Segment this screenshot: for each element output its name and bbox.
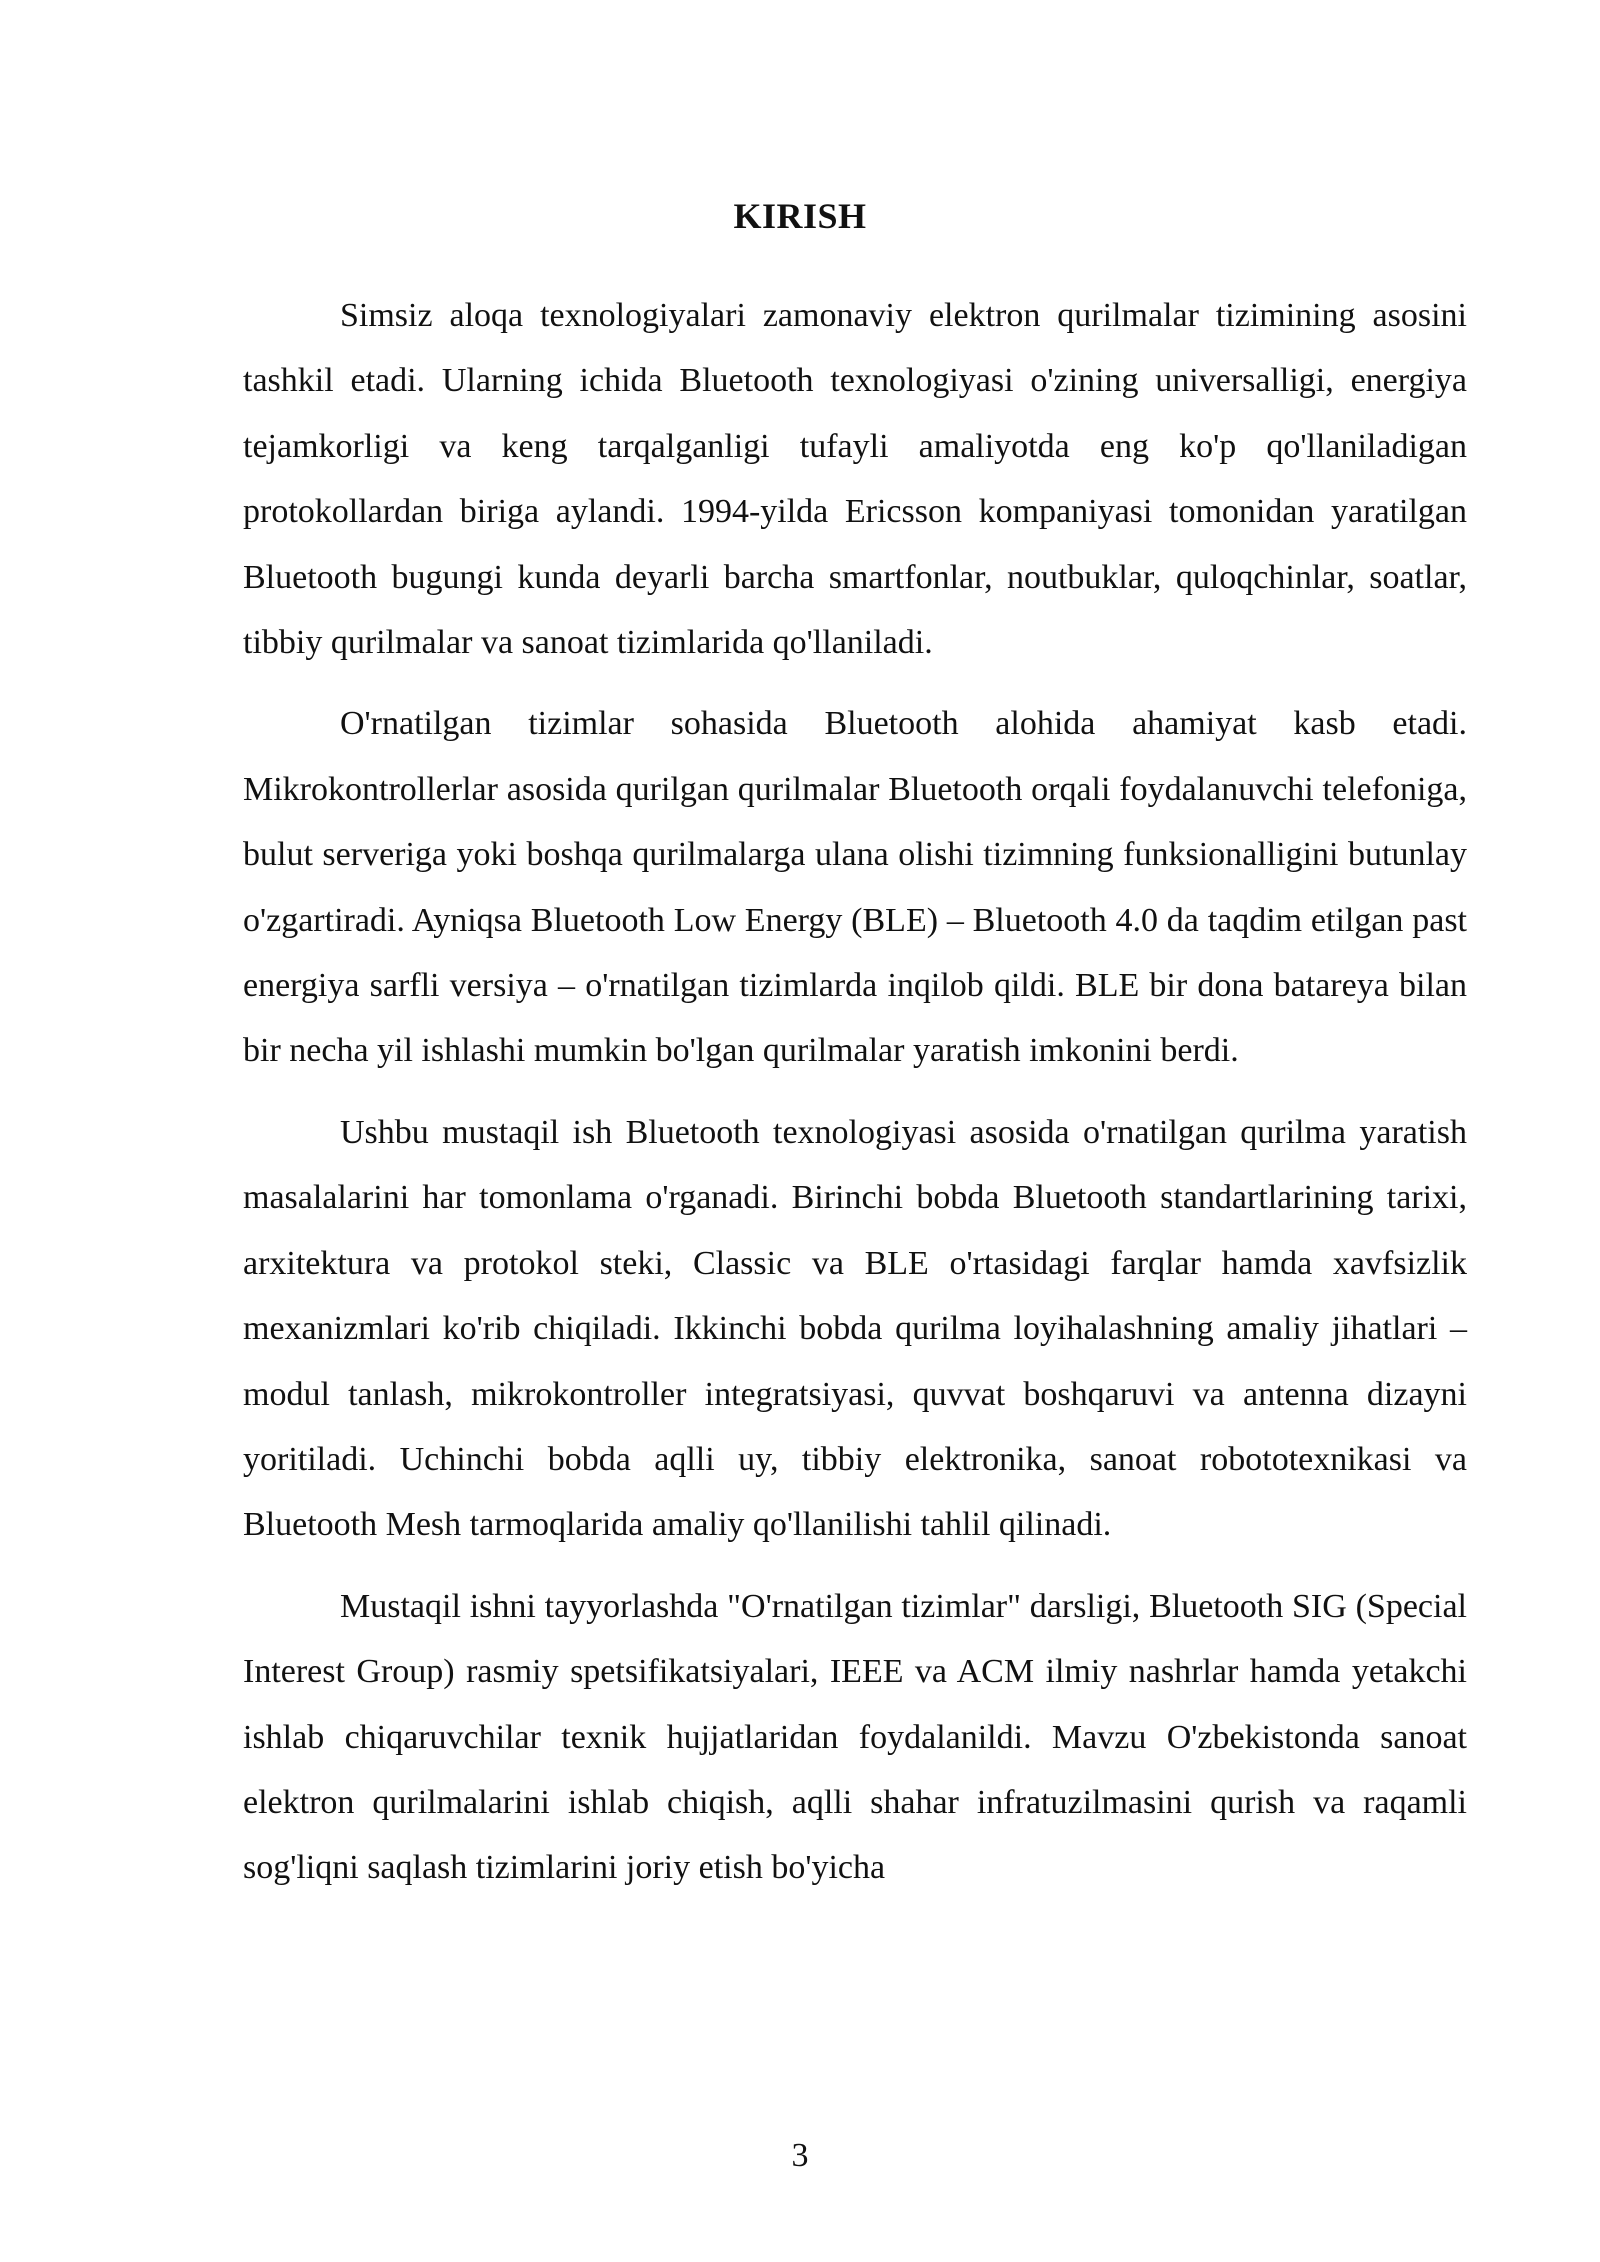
paragraph-4: Mustaqil ishni tayyorlashda "O'rnatilgan tizimlar" darsligi, Bluetooth SIG (Special Interest Group) rasmiy spetsifikatsiyalari, IEEE va ACM ilmiy nashrlar hamda yetakchi ishlab chiqaruvchilar texnik hujjatlaridan foydalanildi. Mavzu O'zbekistonda sanoat elektron qurilmalarini ishlab chiqish, aqlli shahar infratuzilmasini qurish va raqamli sog'liqni saqlash tizimlarini joriy etish bo'yicha xyxy=(243,1587,1467,1887)
page-number: 3 xyxy=(791,2137,809,2174)
body-text xyxy=(243,283,1467,1917)
paragraph-2: O'rnatilgan tizimlar sohasida Bluetooth alohida ahamiyat kasb etadi. Mikrokontrollerlar asosida qurilgan qurilmalar Bluetooth orqali foydalanuvchi telefoniga, bulut serveriga yoki boshqa qurilmalarga ulana olishi tizimning funksionalligini butunlay o'zgartiradi. Ayniqsa Bluetooth Low Energy (BLE) – Bluetooth 4.0 da taqdim etilgan past energiya sarfli versiya – o'rnatilgan tizimlarda inqilob qildi. BLE bir dona batareya bilan bir necha yil ishlashi mumkin bo'lgan qurilmalar yaratish imkonini berdi. xyxy=(243,705,1467,1070)
paragraph-1: Simsiz aloqa texnologiyalari zamonaviy elektron qurilmalar tizimining asosini tashkil etadi. Ularning ichida Bluetooth texnologiyasi o'zining universalligi, energiya tejamkorligi va keng tarqalganligi tufayli amaliyotda eng ko'p qo'llaniladigan protokollardan biriga aylandi. 1994-yilda Ericsson kompaniyasi tomonidan yaratilgan Bluetooth bugungi kunda deyarli barcha smartfonlar, noutbuklar, quloqchinlar, soatlar, tibbiy qurilmalar va sanoat tizimlarida qo'llaniladi. xyxy=(243,297,1467,662)
paragraph-3: Ushbu mustaqil ish Bluetooth texnologiyasi asosida o'rnatilgan qurilma yaratish masalalarini har tomonlama o'rganadi. Birinchi bobda Bluetooth standartlarining tarixi, arxitektura va protokol steki, Classic va BLE o'rtasidagi farqlar hamda xavfsizlik mexanizmlari ko'rib chiqiladi. Ikkinchi bobda qurilma loyihalashning amaliy jihatlari – modul tanlash, mikrokontroller integratsiyasi, quvvat boshqaruvi va antenna dizayni yoritiladi. Uchinchi bobda aqlli uy, tibbiy elektronika, sanoat robototexnikasi va Bluetooth Mesh tarmoqlarida amaliy qo'llanilishi tahlil qilinadi. xyxy=(243,1113,1467,1544)
section-heading: KIRISH xyxy=(733,196,867,236)
